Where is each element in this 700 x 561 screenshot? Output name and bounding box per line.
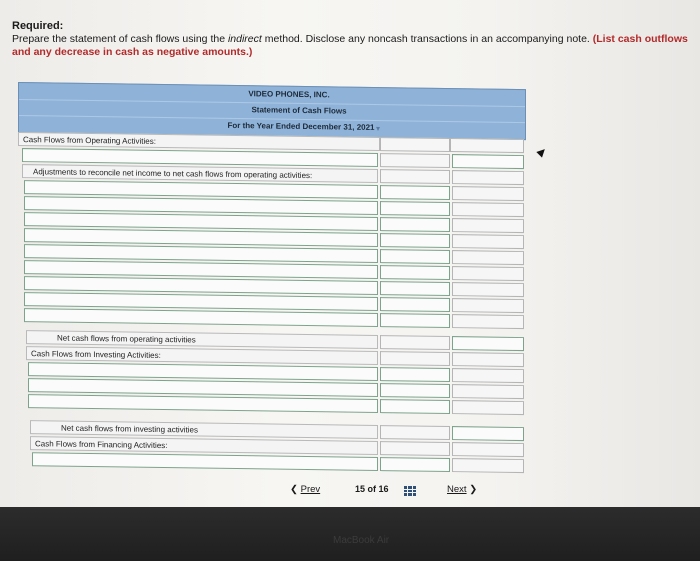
adjustment-total-cell xyxy=(452,266,524,281)
adjustment-amount-input[interactable] xyxy=(380,201,450,216)
financing-activities-header: Cash Flows from Financing Activities: xyxy=(30,436,378,455)
statement-period: For the Year Ended December 31, 2021 xyxy=(227,120,375,132)
adjustments-total-cell xyxy=(452,170,524,185)
investing-amount-input[interactable] xyxy=(380,399,450,414)
bezel-brand-label: MacBook Air xyxy=(333,535,390,546)
net-investing-label: Net cash flows from investing activities xyxy=(30,420,378,439)
financing-header-total-cell xyxy=(452,442,524,457)
investing-label-input[interactable] xyxy=(28,394,378,413)
adjustments-amount-cell xyxy=(380,169,450,184)
adjustment-amount-input[interactable] xyxy=(380,297,450,312)
adjustment-total-cell xyxy=(452,314,524,329)
adjustment-amount-input[interactable] xyxy=(380,265,450,280)
investing-header-total-cell xyxy=(452,352,524,367)
adjustment-total-cell xyxy=(452,250,524,265)
required-heading: Required: xyxy=(12,20,64,32)
investing-total-cell xyxy=(452,368,524,383)
adjustment-amount-input[interactable] xyxy=(380,185,450,200)
investing-total-cell xyxy=(452,384,524,399)
statement-header xyxy=(18,82,526,140)
chevron-right-icon: ❯ xyxy=(469,484,478,495)
operating-activities-header: Cash Flows from Operating Activities: xyxy=(18,132,380,151)
net-investing-amount-cell xyxy=(380,425,450,440)
instructions-text-1: Prepare the statement of cash flows using the xyxy=(12,33,228,45)
prev-label: Prev xyxy=(300,484,321,495)
investing-amount-input[interactable] xyxy=(380,367,450,382)
adjustment-amount-input[interactable] xyxy=(380,233,450,248)
adjustment-total-cell xyxy=(452,282,524,297)
adjustment-total-cell xyxy=(452,234,524,249)
operating-total-input[interactable] xyxy=(452,154,524,169)
adjustment-total-cell xyxy=(452,186,524,201)
instructions-text-2: method. Disclose any noncash transactions in an accompanying note. xyxy=(261,33,593,45)
instructions-italic: indirect xyxy=(227,33,262,45)
investing-amount-input[interactable] xyxy=(380,383,450,398)
adjustment-amount-input[interactable] xyxy=(380,281,450,296)
statement-title: Statement of Cash Flows xyxy=(251,105,347,116)
mouse-cursor-icon xyxy=(536,146,547,157)
financing-amount-input[interactable] xyxy=(380,457,450,472)
investing-total-cell xyxy=(452,400,524,415)
dropdown-arrow-icon: ▾ xyxy=(376,123,381,134)
instructions-text xyxy=(12,33,692,59)
net-investing-total-input[interactable] xyxy=(452,426,524,441)
next-label: Next xyxy=(447,484,467,495)
adjustment-amount-input[interactable] xyxy=(380,313,450,328)
net-operating-total-input[interactable] xyxy=(452,336,524,351)
page-of: of xyxy=(367,484,377,494)
investing-activities-header: Cash Flows from Investing Activities: xyxy=(26,346,378,365)
chevron-left-icon: ❮ xyxy=(290,484,298,495)
adjustment-total-cell xyxy=(452,298,524,313)
cash-flow-worksheet xyxy=(18,82,526,479)
operating-amount-input[interactable] xyxy=(380,153,450,168)
adjustment-amount-input[interactable] xyxy=(380,217,450,232)
next-button[interactable] xyxy=(447,484,477,495)
instructions-note: (List cash outflows and any decrease in cash as negative amounts.) xyxy=(12,33,688,58)
operating-header-amount-cell xyxy=(380,137,450,152)
financing-header-amount-cell xyxy=(380,441,450,456)
financing-total-cell xyxy=(452,458,524,473)
prev-button[interactable] xyxy=(290,484,320,495)
company-name: VIDEO PHONES, INC. xyxy=(248,89,330,100)
net-operating-amount-cell xyxy=(380,335,450,350)
page-counter xyxy=(355,484,389,494)
adjustment-label-input[interactable] xyxy=(24,308,378,327)
adjustment-amount-input[interactable] xyxy=(380,249,450,264)
page-current: 15 xyxy=(355,484,366,494)
financing-label-input[interactable] xyxy=(32,452,378,471)
adjustment-total-cell xyxy=(452,202,524,217)
question-grid-icon[interactable] xyxy=(404,486,416,496)
adjustment-total-cell xyxy=(452,218,524,233)
investing-header-amount-cell xyxy=(380,351,450,366)
page-total: 16 xyxy=(378,484,389,494)
adjustments-label: Adjustments to reconcile net income to net cash flows from operating activities: xyxy=(22,164,378,183)
laptop-bezel xyxy=(0,507,700,561)
operating-header-total-cell xyxy=(450,138,524,153)
net-operating-label: Net cash flows from operating activities xyxy=(26,330,378,349)
